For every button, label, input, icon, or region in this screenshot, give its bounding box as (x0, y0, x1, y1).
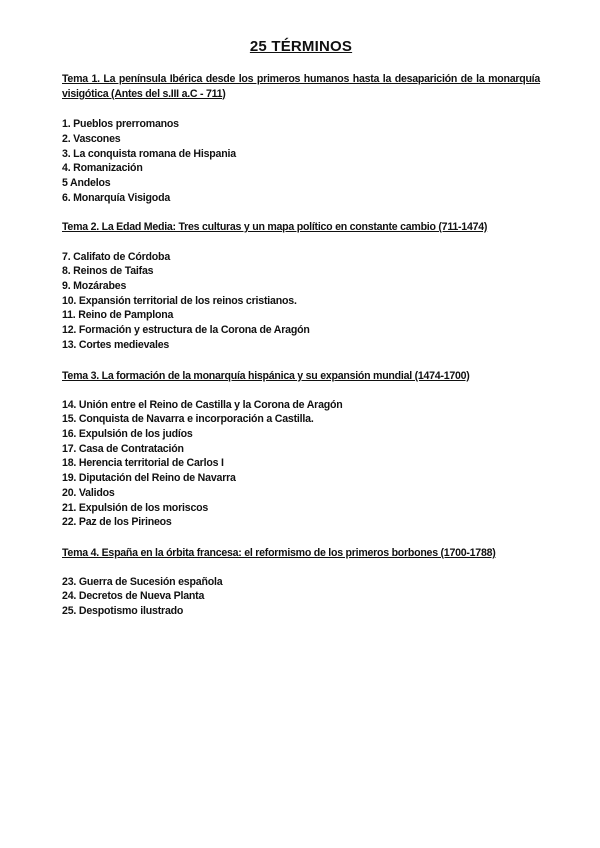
term-item: 8. Reinos de Taifas (62, 265, 154, 278)
tema-1-term-list (62, 117, 540, 205)
tema-4-heading: Tema 4. España en la órbita francesa: el reformismo de los primeros borbones (1700-1788) (62, 547, 496, 559)
term-item: 18. Herencia territorial de Carlos I (62, 457, 224, 470)
tema-2-heading: Tema 2. La Edad Media: Tres culturas y un mapa político en constante cambio (711-1474) (62, 221, 488, 233)
term-item: 12. Formación y estructura de la Corona de Aragón (62, 324, 310, 337)
term-item: 4. Romanización (62, 162, 143, 175)
tema-3-term-list (62, 398, 540, 530)
term-item: 23. Guerra de Sucesión española (62, 575, 223, 588)
term-item: 13. Cortes medievales (62, 338, 170, 351)
term-item: 1. Pueblos prerromanos (62, 118, 179, 131)
term-item: 25. Despotismo ilustrado (62, 605, 184, 617)
tema-3-section (62, 369, 540, 530)
tema-1-section (62, 72, 540, 205)
term-item: 9. Mozárabes (62, 280, 127, 292)
term-item: 22. Paz de los Pirineos (62, 516, 172, 529)
tema-2-section (62, 220, 540, 353)
term-item: 21. Expulsión de los moriscos (62, 501, 209, 514)
tema-4-section (62, 546, 540, 619)
term-item: 14. Unión entre el Reino de Castilla y la Corona de Aragón (62, 398, 343, 411)
term-item: 16. Expulsión de los judíos (62, 428, 193, 440)
term-item: 3. La conquista romana de Hispania (62, 147, 236, 160)
term-item: 17. Casa de Contratación (62, 442, 184, 455)
term-item: 10. Expansión territorial de los reinos cristianos. (62, 294, 297, 307)
tema-4-term-list (62, 575, 540, 619)
tema-1-heading: Tema 1. La península Ibérica desde los primeros humanos hasta la desaparición de la monarquía visigótica (Antes del s.III a.C - 711) (62, 73, 540, 100)
term-item: 6. Monarquía Visigoda (62, 191, 171, 204)
tema-3-heading: Tema 3. La formación de la monarquía hispánica y su expansión mundial (1474-1700) (62, 370, 470, 382)
document-title: 25 TÉRMINOS (249, 38, 353, 55)
term-item: 19. Diputación del Reino de Navarra (62, 472, 236, 485)
term-item: 5 Andelos (62, 177, 111, 189)
term-item: 2. Vascones (62, 132, 121, 145)
term-item: 24. Decretos de Nueva Planta (62, 590, 205, 603)
term-item: 11. Reino de Pamplona (62, 309, 174, 322)
term-item: 7. Califato de Córdoba (62, 250, 171, 263)
tema-2-term-list (62, 250, 540, 353)
term-item: 15. Conquista de Navarra e incorporación a Castilla. (62, 413, 314, 426)
term-item: 20. Validos (62, 486, 115, 499)
